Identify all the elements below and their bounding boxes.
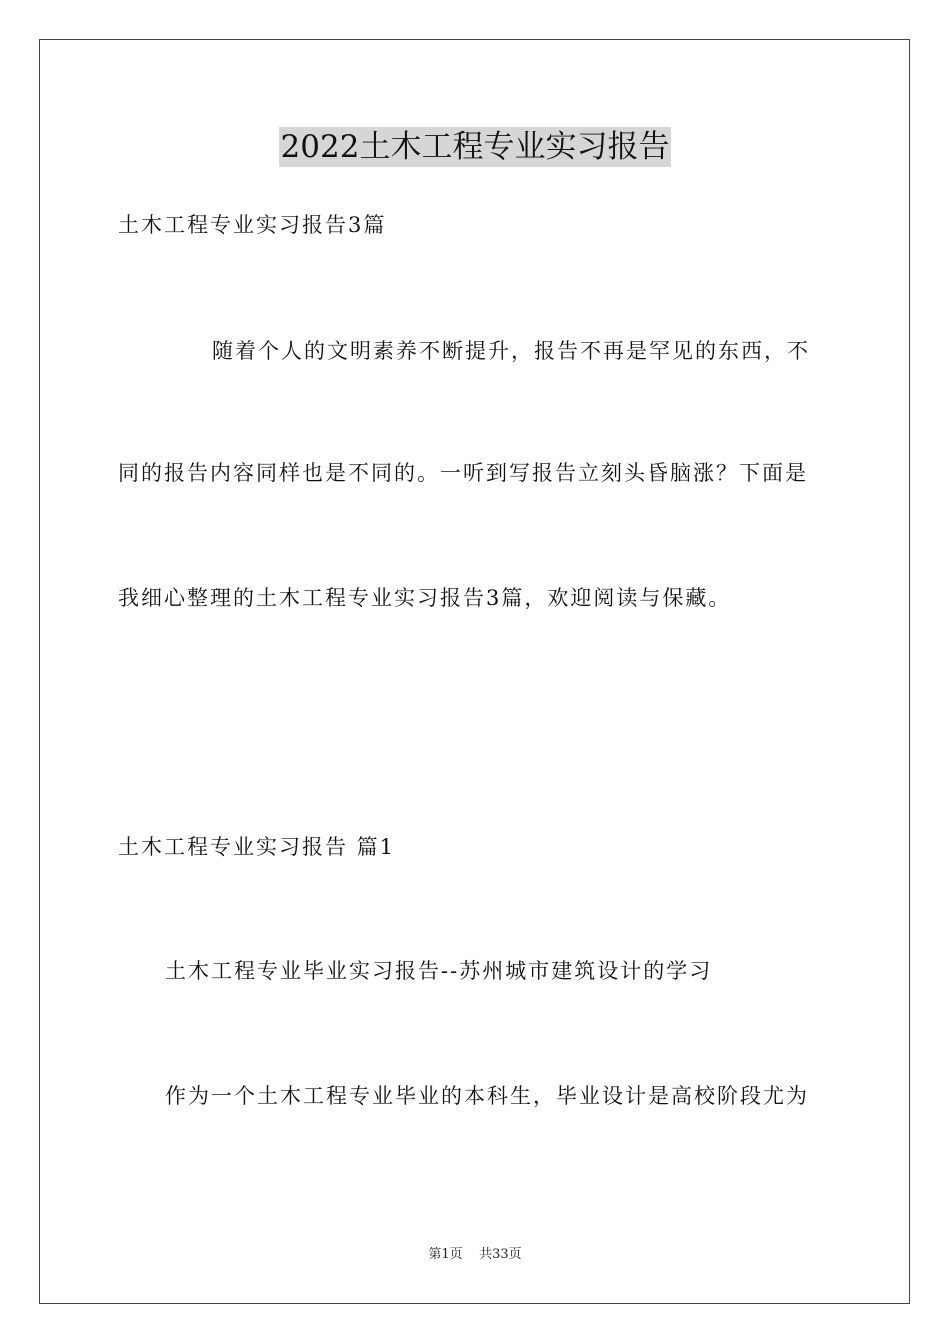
intro-line-3: 我细心整理的土木工程专业实习报告3篇，欢迎阅读与保藏。 xyxy=(118,586,732,610)
intro-line-2: 同的报告内容同样也是不同的。一听到写报告立刻头昏脑涨？下面是 xyxy=(118,461,808,485)
document-subtitle: 土木工程专业实习报告3篇 xyxy=(118,213,387,237)
body-line: 作为一个土木工程专业毕业的本科生，毕业设计是高校阶段尤为 xyxy=(165,1084,809,1108)
section-subheading: 土木工程专业毕业实习报告--苏州城市建筑设计的学习 xyxy=(165,959,713,983)
document-title: 2022土木工程专业实习报告 xyxy=(280,129,670,165)
page-number: 第1页 xyxy=(428,1247,463,1262)
intro-line-1: 随着个人的文明素养不断提升，报告不再是罕见的东西，不 xyxy=(212,339,810,363)
section-heading: 土木工程专业实习报告 篇1 xyxy=(118,835,396,859)
page-footer xyxy=(0,1246,950,1264)
page-total: 共33页 xyxy=(479,1247,522,1262)
title-container xyxy=(0,127,950,167)
